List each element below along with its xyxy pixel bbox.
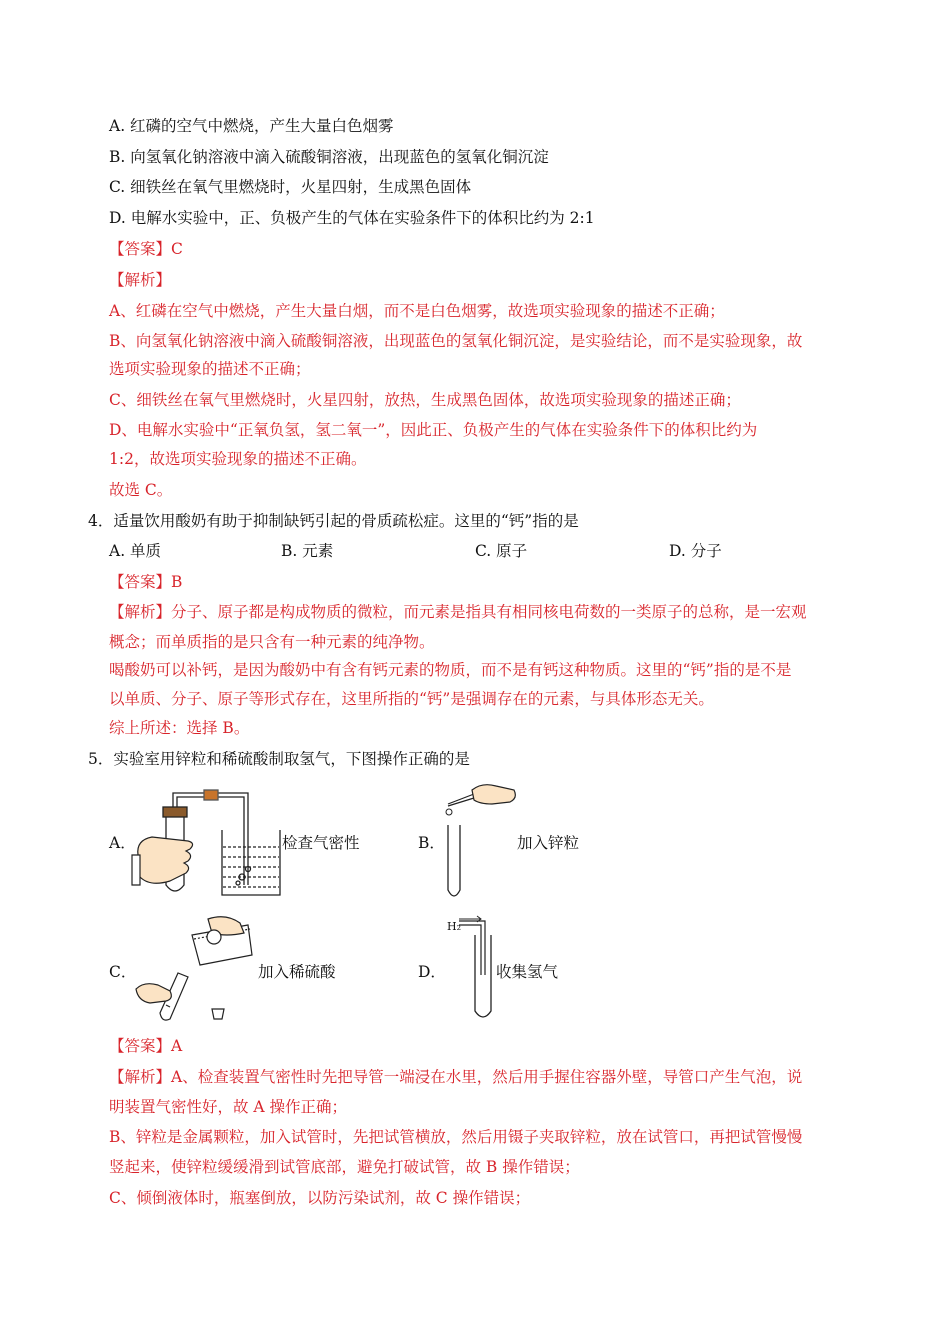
figure-d-letter: D． [418, 963, 446, 981]
question-text: 实验室用锌粒和稀硫酸制取氢气，下图操作正确的是 [113, 750, 470, 768]
q3-option-d: D. 电解水实验中，正、负极产生的气体在实验条件下的体积比约为 2:1 [109, 209, 595, 227]
figure-a-airtightness-apparatus [130, 785, 290, 900]
analysis-text: A、检查装置气密性时先把导管一端浸在水里，然后用手握住容器外壁，导管口产生气泡，说 [171, 1068, 803, 1086]
q3-option-a: A. 红磷的空气中燃烧，产生大量白色烟雾 [109, 117, 394, 135]
figure-b-letter: B． [418, 834, 445, 852]
beaker-a [222, 830, 280, 895]
q4-option-c: C. 原子 [475, 542, 528, 560]
q4-option-d: D. 分子 [669, 542, 722, 560]
hand-c [136, 984, 171, 1003]
figure-a-letter: A． [109, 834, 136, 852]
figure-c-acid-apparatus [130, 915, 260, 1030]
q5-analysis-line: 竖起来，使锌粒缓缓滑到试管底部，避免打破试管，故 B 操作错误； [109, 1158, 580, 1176]
q4-answer [109, 572, 182, 592]
q4-option-a: A. 单质 [109, 542, 162, 560]
q5-analysis-line: C、倾倒液体时，瓶塞倒放，以防污染试剂，故 C 操作错误； [109, 1189, 531, 1207]
answer-value: C [171, 240, 183, 258]
zinc-granule [446, 809, 452, 815]
question-number: 4． [88, 512, 114, 530]
q3-option-c: C. 细铁丝在氧气里燃烧时，火星四射，生成黑色固体 [109, 178, 472, 196]
q3-analysis-line: B、向氢氧化钠溶液中滴入硫酸铜溶液，出现蓝色的氢氧化铜沉淀，是实验结论，而不是实验现象，故 [109, 332, 803, 350]
figure-c-caption: 加入稀硫酸 [258, 963, 336, 981]
q4-analysis-first [109, 602, 807, 622]
q3-analysis-line: D、电解水实验中“正氧负氢，氢二氧一”，因此正、负极产生的气体在实验条件下的体积比约为 [109, 421, 758, 439]
reagent-bottle [192, 917, 252, 965]
answer-value: B [171, 573, 183, 591]
answer-label: 【答案】 [109, 240, 172, 258]
stopper-c [212, 1009, 224, 1019]
q3-analysis-line: A、红磷在空气中燃烧，产生大量白烟，而不是白色烟雾，故选项实验现象的描述不正确； [109, 302, 725, 320]
answer-label: 【答案】 [109, 1037, 172, 1055]
q5-analysis-first [109, 1067, 802, 1087]
figure-c-letter: C． [109, 963, 137, 981]
q3-analysis-line: 选项实验现象的描述不正确； [109, 360, 311, 378]
q5-analysis-line: B、锌粒是金属颗粒，加入试管时，先把试管横放，然后用镊子夹取锌粒，放在试管口，再把试管慢慢 [109, 1128, 803, 1146]
analysis-text: 分子、原子都是构成物质的微粒，而元素是指具有相同核电荷数的一类原子的总称，是一宏观 [171, 603, 807, 621]
q3-analysis-line: 1:2，故选项实验现象的描述不正确。 [109, 450, 367, 468]
figure-b-zinc-apparatus [436, 780, 526, 900]
q3-answer [109, 239, 183, 259]
q5-analysis-line: 明装置气密性好，故 A 操作正确； [109, 1098, 348, 1116]
h2-label: H₂ [447, 920, 462, 933]
answer-label: 【答案】 [109, 573, 172, 591]
q4-stem [88, 511, 579, 531]
figure-d-caption: 收集氢气 [496, 963, 559, 981]
q5-stem [88, 749, 470, 769]
question-text: 适量饮用酸奶有助于抑制缺钙引起的骨质疏松症。这里的“钙”指的是 [113, 512, 579, 530]
q4-analysis-line: 概念；而单质指的是只含有一种元素的纯净物。 [109, 633, 435, 651]
q4-analysis-line: 以单质、分子、原子等形式存在，这里所指的“钙”是强调存在的元素，与具体形态无关。 [109, 690, 714, 708]
question-number: 5． [88, 750, 114, 768]
delivery-tube [459, 921, 485, 975]
q3-option-b: B. 向氢氧化钠溶液中滴入硫酸铜溶液，出现蓝色的氢氧化铜沉淀 [109, 148, 549, 166]
test-tube-d [475, 935, 491, 1017]
q3-analysis-label: 【解析】 [109, 271, 172, 289]
q3-analysis-line: C、细铁丝在氧气里燃烧时，火星四射，放热，生成黑色固体，故选项实验现象的描述正确； [109, 391, 741, 409]
q5-answer [109, 1036, 182, 1056]
q4-analysis-line: 喝酸奶可以补钙，是因为酸奶中有含有钙元素的物质，而不是有钙这种物质。这里的“钙”指的是不是 [109, 661, 792, 679]
test-tube-b [448, 825, 460, 896]
q4-analysis-line: 综上所述：选择 B。 [109, 719, 250, 737]
tweezers-and-hand [448, 785, 515, 806]
q3-analysis-line: 故选 C。 [109, 481, 173, 499]
analysis-label: 【解析】 [109, 603, 172, 621]
figure-b-caption: 加入锌粒 [517, 834, 580, 852]
q4-option-b: B. 元素 [281, 542, 334, 560]
answer-value: A [171, 1037, 183, 1055]
analysis-label: 【解析】 [109, 1068, 172, 1086]
figure-a-caption: 检查气密性 [282, 834, 360, 852]
